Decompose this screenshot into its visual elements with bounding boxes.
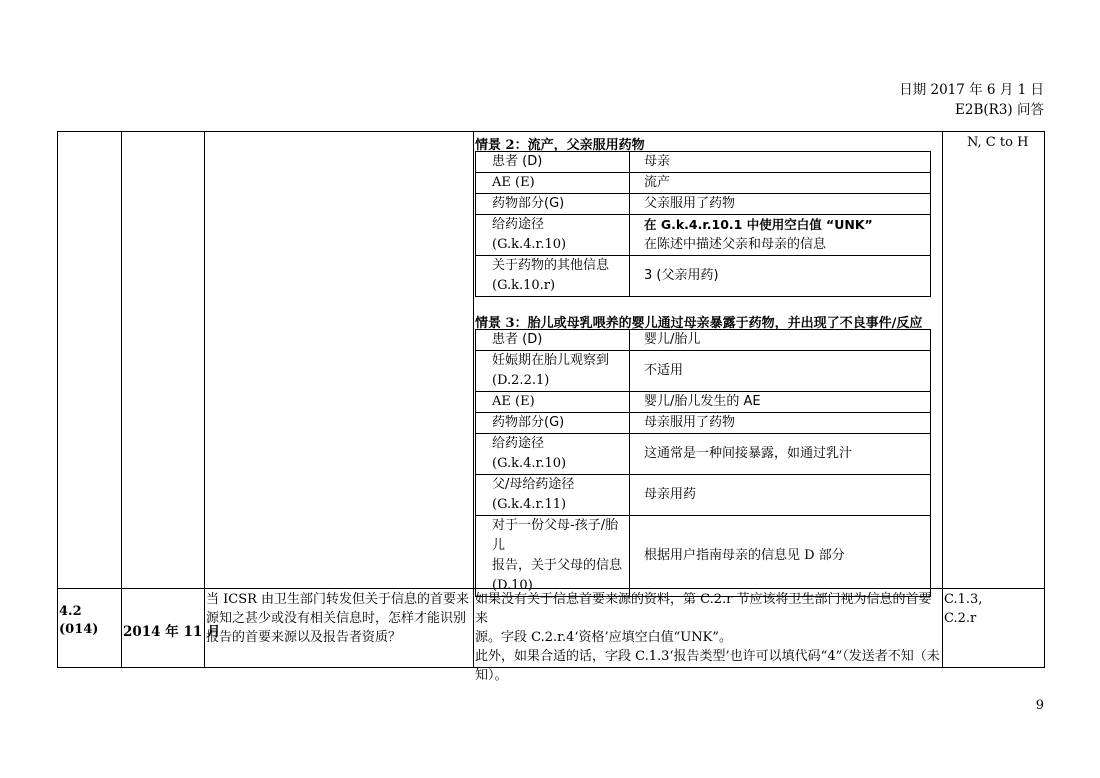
- field-cell: AE (E): [476, 392, 630, 413]
- answer-line: 如果没有关于信息首要来源的资料，第 C.2.r 节应该将卫生部门视为信息的首要来: [475, 592, 932, 626]
- table-row: [476, 392, 931, 413]
- table-row: [476, 434, 931, 475]
- field-code: (G.k.10.r): [492, 278, 556, 293]
- value-cell: 3 (父亲用药): [630, 256, 931, 297]
- field-label: 给药途径: [492, 217, 545, 232]
- value-cell: 母亲服用了药物: [630, 413, 931, 434]
- field-label: 妊娠期在胎儿观察到: [492, 353, 610, 368]
- question-date: 2014 年 11 月: [123, 624, 221, 640]
- applicability-cell: N, C to H: [967, 135, 1029, 150]
- table-row: [476, 516, 931, 597]
- field-code: (D.10): [492, 578, 533, 593]
- table-row: [476, 256, 931, 297]
- scenario2-table: [475, 151, 931, 297]
- value-cell: 婴儿/胎儿: [630, 330, 931, 351]
- field-cell: 药物部分(G): [476, 194, 630, 215]
- table-row: [476, 173, 931, 194]
- value-cell: 根据用户指南母亲的信息见 D 部分: [630, 516, 931, 597]
- table-row: [476, 413, 931, 434]
- value-cell: 这通常是一种间接暴露，如通过乳汁: [630, 434, 931, 475]
- question-text: [206, 590, 472, 647]
- main-table: [57, 131, 1045, 683]
- field-cell: [476, 434, 630, 475]
- value-cell: 母亲: [630, 152, 931, 173]
- field-code: (G.k.4.r.10): [492, 237, 567, 252]
- question-code: (014): [59, 622, 99, 637]
- answer-line: 知）。: [475, 668, 508, 683]
- scenario3-table: [475, 329, 931, 597]
- value-line: 在 G.k.4.r.10.1 中使用空白值 “UNK”: [644, 217, 873, 232]
- field-cell: [476, 351, 630, 392]
- table-row: [476, 351, 931, 392]
- question-id: 4.2: [59, 604, 82, 619]
- table-row: [476, 475, 931, 516]
- field-code: (D.2.2.1): [492, 373, 550, 388]
- scenario3-title: 情景 3：胎儿或母乳喂养的婴儿通过母亲暴露于药物，并出现了不良事件/反应: [475, 316, 923, 331]
- field-code: (G.k.4.r.10): [492, 456, 567, 471]
- answer-line: 源。字段 C.2.r.4‘资格’应填空白值“UNK”。: [475, 630, 732, 645]
- field-label: 关于药物的其他信息: [492, 258, 610, 273]
- question-line: 当 ICSR 由卫生部门转发但关于信息的首要来: [206, 592, 470, 607]
- value-cell: 不适用: [630, 351, 931, 392]
- field-label: 报告，关于父母的信息: [492, 558, 623, 573]
- value-cell: [630, 215, 931, 256]
- question-line: 源知之甚少或没有相关信息时，怎样才能识别: [206, 611, 467, 626]
- answer-text: [475, 590, 943, 685]
- page-number: 9: [1035, 698, 1044, 713]
- reference-line: C.1.3,: [944, 592, 983, 607]
- table-row: [476, 194, 931, 215]
- field-cell: [476, 475, 630, 516]
- value-cell: 母亲用药: [630, 475, 931, 516]
- value-cell: 婴儿/胎儿发生的 AE: [630, 392, 931, 413]
- reference-line: C.2.r: [944, 611, 977, 626]
- header-date: 日期 2017 年 6 月 1 日: [899, 82, 1044, 98]
- field-cell: [476, 516, 630, 597]
- table-row: [476, 330, 931, 351]
- field-cell: AE (E): [476, 173, 630, 194]
- scenario2-title: 情景 2：流产，父亲服用药物: [475, 138, 645, 153]
- value-cell: 父亲服用了药物: [630, 194, 931, 215]
- field-cell: [476, 256, 630, 297]
- field-label: 对于一份父母-孩子/胎儿: [492, 518, 619, 553]
- value-line: 在陈述中描述父亲和母亲的信息: [644, 237, 827, 252]
- field-code: (G.k.4.r.11): [492, 497, 567, 512]
- question-number: [59, 603, 98, 639]
- answer-line: 此外，如果合适的话，字段 C.1.3‘报告类型’也许可以填代码“4”（发送者不知（未: [475, 649, 940, 664]
- field-label: 父/母给药途径: [492, 477, 575, 492]
- field-cell: 患者 (D): [476, 330, 630, 351]
- field-label: 给药途径: [492, 436, 545, 451]
- field-cell: 患者 (D): [476, 152, 630, 173]
- table-row: [476, 152, 931, 173]
- table-row: [476, 215, 931, 256]
- question-line: 报告的首要来源以及报告者资质？: [206, 630, 402, 645]
- field-cell: 药物部分(G): [476, 413, 630, 434]
- field-cell: [476, 215, 630, 256]
- reference-cell: [944, 590, 982, 628]
- header-doc-title: E2B(R3) 问答: [955, 102, 1044, 118]
- value-cell: 流产: [630, 173, 931, 194]
